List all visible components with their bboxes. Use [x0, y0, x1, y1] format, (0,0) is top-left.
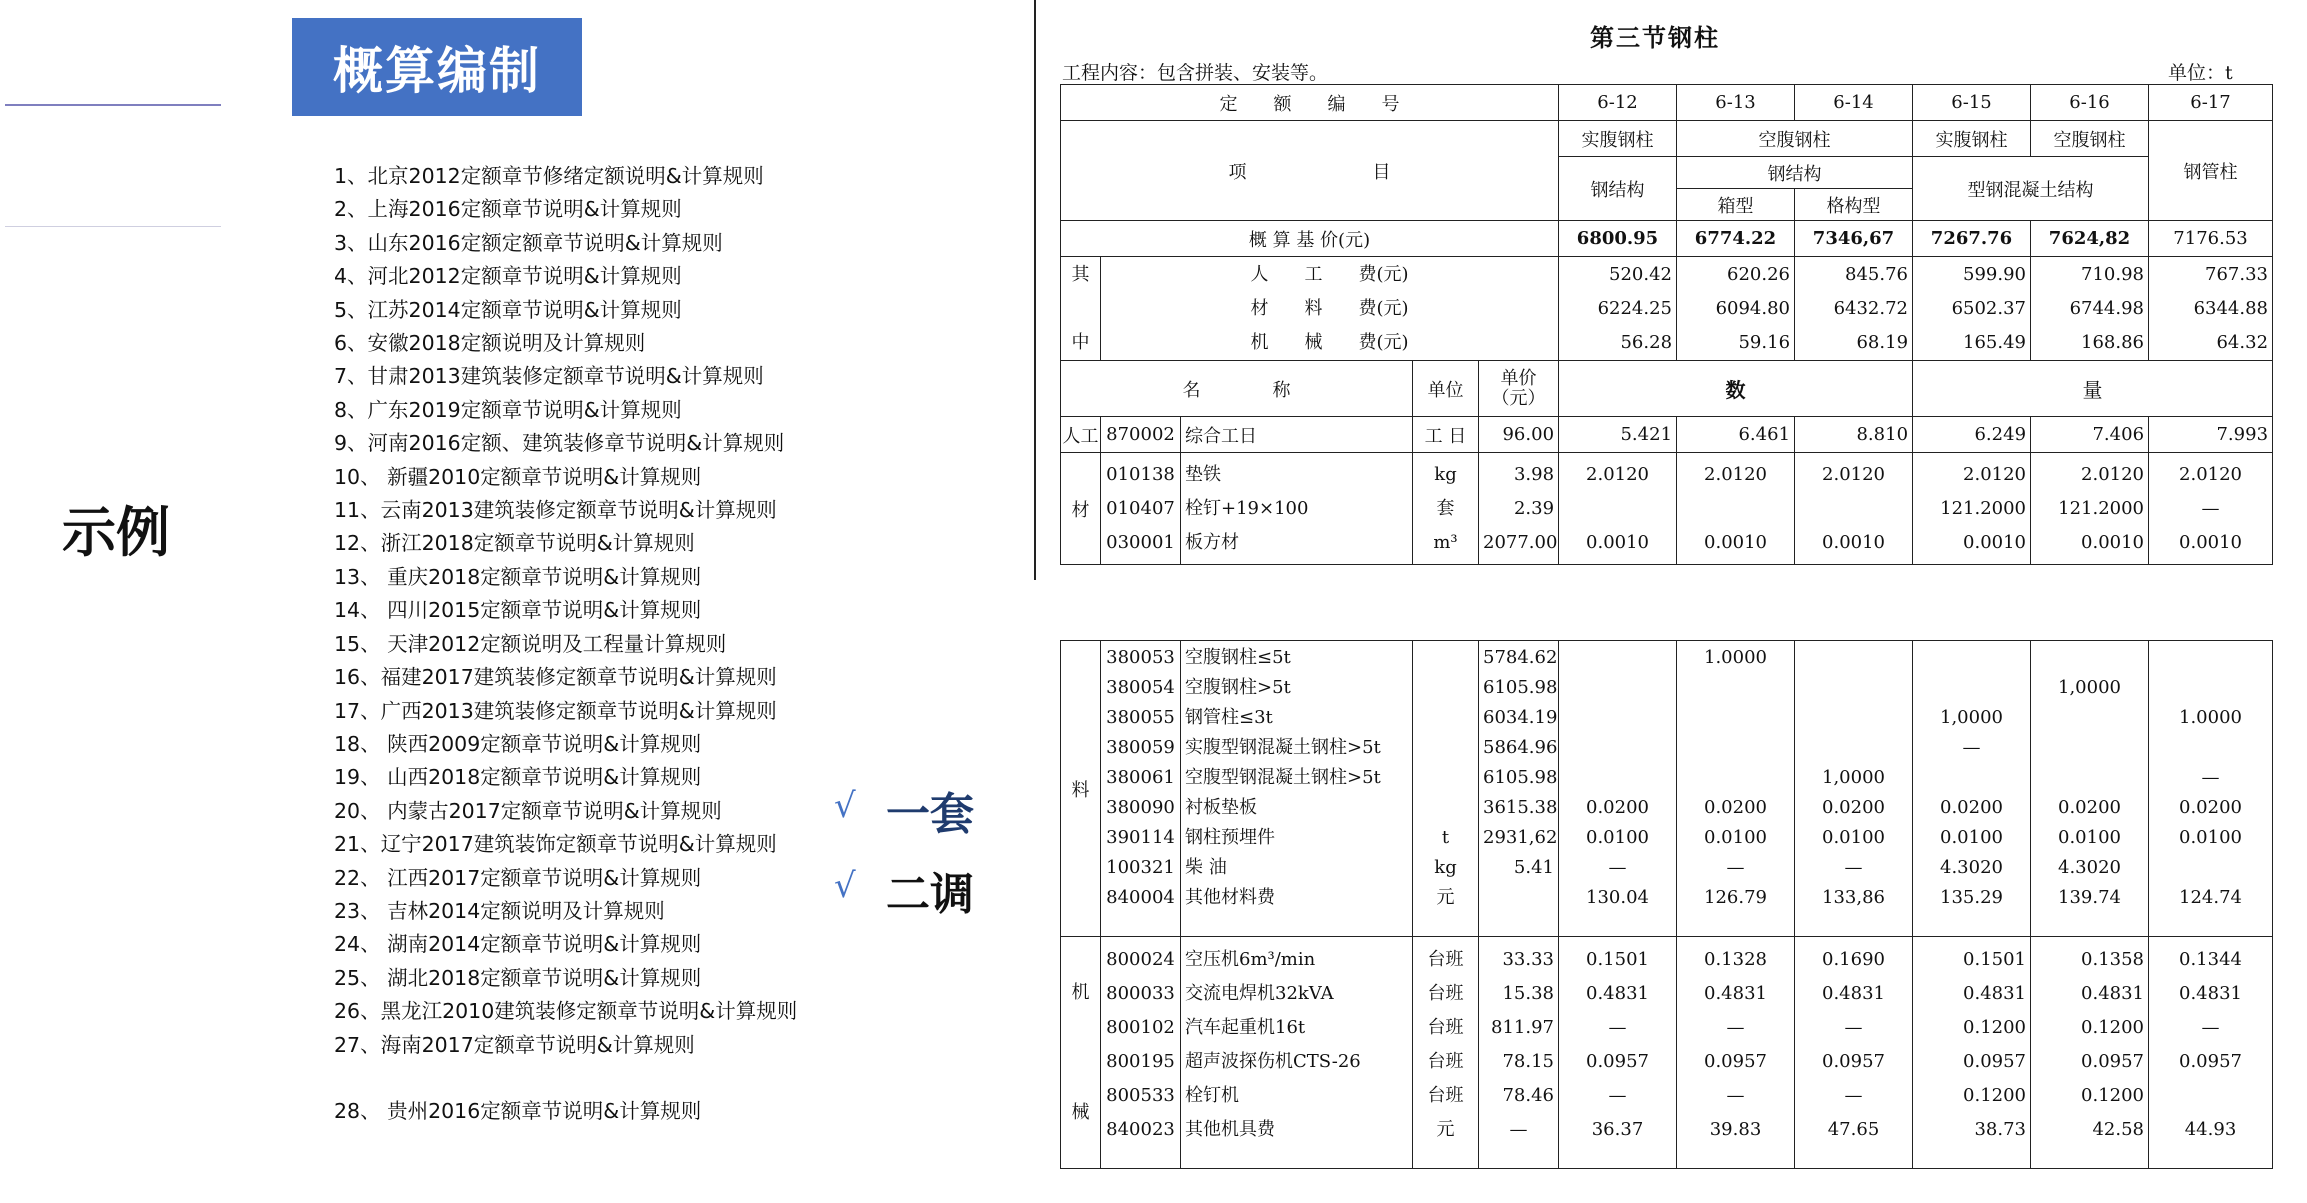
- list-item: 14、 四川2015定额章节说明&计算规则: [334, 598, 702, 623]
- value: 汽车起重机16t: [1185, 1017, 1306, 1038]
- value: 械: [1071, 1101, 1090, 1123]
- code-cell: 6-16: [2031, 85, 2149, 121]
- value: 0.0010: [1963, 531, 2027, 553]
- value: 168.86: [2081, 331, 2145, 353]
- material-cost-label: 材 料 费(元): [1250, 297, 1409, 319]
- type-sub-cell: 箱型: [1677, 189, 1795, 221]
- value: 0.1200: [2081, 1017, 2144, 1038]
- qty-header-2: 量: [1913, 361, 2273, 417]
- value: 6502.37: [1951, 297, 2027, 319]
- tag-two-adjust: 二调: [886, 869, 974, 920]
- value: 6432.72: [1833, 297, 1909, 319]
- qty-cell: [2031, 453, 2149, 565]
- value: 超声波探伤机CTS-26: [1185, 1051, 1361, 1072]
- value: 0.4831: [2081, 983, 2144, 1004]
- qty-cell: [1677, 937, 1795, 1169]
- value: 767.33: [2205, 263, 2269, 285]
- type-sub-cell: 型钢混凝土结构: [1913, 157, 2149, 221]
- value: 6224.25: [1597, 297, 1673, 319]
- value: 0.1358: [2081, 949, 2144, 970]
- value: —: [1726, 857, 1745, 878]
- machine-cost-label: 机 械 费(元): [1250, 331, 1409, 353]
- quota-table-top: [1060, 84, 2273, 565]
- list-item: 2、上海2016定额章节说明&计算规则: [334, 197, 682, 222]
- of-which-cell: [1061, 257, 1101, 361]
- price-cell: [1479, 641, 1559, 937]
- list-item: 10、 新疆2010定额章节说明&计算规则: [334, 464, 702, 489]
- qty-cell: 6.249: [1913, 417, 2031, 453]
- list-item: 7、甘肃2013建筑装修定额章节说明&计算规则: [334, 364, 764, 389]
- value: 36.37: [1591, 1119, 1644, 1140]
- type-cell: 空腹钢柱: [2031, 121, 2149, 157]
- value: 交流电焊机32kVA: [1185, 983, 1334, 1004]
- value: 800024: [1106, 949, 1175, 970]
- code-cell: [1101, 937, 1181, 1169]
- value: m³: [1433, 531, 1458, 553]
- section-title: 第三节钢柱: [1590, 24, 1720, 52]
- value: 620.26: [1727, 263, 1791, 285]
- value: 44.93: [2184, 1119, 2237, 1140]
- value: 800102: [1106, 1017, 1175, 1038]
- qty-cell: [1795, 641, 1913, 937]
- value: 0.0010: [1704, 531, 1767, 553]
- unit-label: 单位：t: [2168, 62, 2233, 84]
- qty-cell: [1559, 453, 1677, 565]
- value: 0.0957: [1704, 1051, 1767, 1072]
- value: 78.15: [1502, 1051, 1554, 1072]
- value: 380061: [1106, 767, 1175, 788]
- base-price-header: 概 算 基 价(元): [1061, 221, 1559, 257]
- value: 6094.80: [1715, 297, 1791, 319]
- qty-cell: 7.993: [2149, 417, 2273, 453]
- qty-cell: [1559, 937, 1677, 1169]
- base-price-cell: 7624,82: [2031, 221, 2149, 257]
- value: 台班: [1427, 1051, 1464, 1072]
- value: —: [1608, 857, 1627, 878]
- category-cell: 人工: [1061, 417, 1101, 453]
- value: 0.0100: [1822, 827, 1885, 848]
- value: 套: [1436, 497, 1455, 519]
- value: —: [1608, 1085, 1627, 1106]
- value: 520.42: [1609, 263, 1673, 285]
- list-item: 11、云南2013建筑装修定额章节说明&计算规则: [334, 498, 777, 523]
- value: 台班: [1427, 949, 1464, 970]
- value: 4.3020: [2058, 857, 2121, 878]
- value: 380090: [1106, 797, 1175, 818]
- value: 030001: [1106, 531, 1175, 553]
- value: 0.0100: [1586, 827, 1649, 848]
- value: 599.90: [1963, 263, 2027, 285]
- value: 56.28: [1620, 331, 1673, 353]
- qty-cell: 5.421: [1559, 417, 1677, 453]
- unit-cell: 工 日: [1413, 417, 1479, 453]
- value: 121.2000: [2058, 497, 2145, 519]
- divider-bottom: [5, 226, 221, 227]
- list-item: 8、广东2019定额章节说明&计算规则: [334, 397, 682, 422]
- type-cell: 钢管柱: [2149, 121, 2273, 221]
- value: 1,0000: [1940, 707, 2003, 728]
- of-which-label: 其: [1071, 263, 1090, 285]
- value: 1.0000: [1704, 647, 1767, 668]
- value: —: [1726, 1085, 1745, 1106]
- name-header: 名 称: [1061, 361, 1413, 417]
- qty-cell: [2149, 937, 2273, 1169]
- value: 33.33: [1502, 949, 1554, 970]
- value: 空腹钢柱>5t: [1185, 677, 1291, 698]
- value: 6744.98: [2069, 297, 2145, 319]
- value: 0.0200: [1822, 797, 1885, 818]
- value: 800533: [1106, 1085, 1175, 1106]
- value: 390114: [1106, 827, 1175, 848]
- value: 0.1200: [2081, 1085, 2144, 1106]
- qty-cell: [1795, 937, 1913, 1169]
- value: 165.49: [1963, 331, 2027, 353]
- value: 其他机具费: [1185, 1119, 1275, 1140]
- value: 42.58: [2092, 1119, 2144, 1140]
- value: 实腹型钢混凝土钢柱>5t: [1185, 737, 1381, 758]
- value: 0.0010: [2179, 531, 2242, 553]
- value: 0.4831: [1586, 983, 1649, 1004]
- value: 135.29: [1940, 887, 2003, 908]
- rules-list: [334, 160, 797, 1128]
- code-cell: 6-14: [1795, 85, 1913, 121]
- list-item: 4、河北2012定额章节说明&计算规则: [334, 264, 682, 289]
- value: 64.32: [2216, 331, 2269, 353]
- base-price-cell: 6800.95: [1559, 221, 1677, 257]
- value: —: [1726, 1017, 1745, 1038]
- value: 139.74: [2058, 887, 2121, 908]
- item-header: 项 目: [1061, 121, 1559, 221]
- unit-cell: [1413, 937, 1479, 1169]
- value: 机: [1071, 981, 1090, 1003]
- value: 6344.88: [2193, 297, 2269, 319]
- value: 845.76: [1845, 263, 1909, 285]
- qty-cell: 8.810: [1795, 417, 1913, 453]
- value: t: [1441, 827, 1450, 848]
- qty-cell: [1677, 641, 1795, 937]
- value: 0.0100: [2058, 827, 2121, 848]
- value: 2.0120: [2179, 463, 2242, 485]
- base-price-cell: 7176.53: [2149, 221, 2273, 257]
- value: 380054: [1106, 677, 1175, 698]
- value: 其他材料费: [1185, 887, 1275, 908]
- value: 0.0200: [2179, 797, 2242, 818]
- value: 0.0957: [1822, 1051, 1885, 1072]
- value: 0.1328: [1704, 949, 1767, 970]
- list-item: 18、 陕西2009定额章节说明&计算规则: [334, 731, 702, 756]
- list-item: 9、河南2016定额、建筑装修章节说明&计算规则: [334, 431, 785, 456]
- unit-cell: [1413, 453, 1479, 565]
- value: 2.0120: [1704, 463, 1767, 485]
- labor-cost-label: 人 工 费(元): [1250, 263, 1409, 285]
- value: kg: [1434, 857, 1457, 878]
- value: 380055: [1106, 707, 1175, 728]
- value: —: [1509, 1119, 1528, 1140]
- code-cell: [1101, 453, 1181, 565]
- value: 78.46: [1502, 1085, 1554, 1106]
- price-cell: [1479, 453, 1559, 565]
- value: 0.0010: [2081, 531, 2145, 553]
- list-item: 20、 内蒙古2017定额章节说明&计算规则: [334, 798, 722, 823]
- qty-cell: [1559, 641, 1677, 937]
- value: 6034.19: [1483, 707, 1558, 728]
- value: 台班: [1427, 983, 1464, 1004]
- value: 0.0957: [2179, 1051, 2242, 1072]
- value: 15.38: [1502, 983, 1554, 1004]
- value: 130.04: [1586, 887, 1649, 908]
- value: kg: [1434, 463, 1457, 485]
- price-cell: 96.00: [1479, 417, 1559, 453]
- name-cell: [1181, 937, 1413, 1169]
- value: 3.98: [1513, 463, 1555, 485]
- value: 133,86: [1822, 887, 1885, 908]
- type-sub-cell: 钢结构: [1677, 157, 1913, 189]
- value: 空腹钢柱≤5t: [1185, 647, 1291, 668]
- value: 121.2000: [1940, 497, 2027, 519]
- unit-header: 单位: [1413, 361, 1479, 417]
- value: 栓钉机: [1185, 1085, 1239, 1106]
- name-cell: 综合工日: [1181, 417, 1413, 453]
- value: —: [1844, 1017, 1863, 1038]
- qty-cell: 7.406: [2031, 417, 2149, 453]
- value: —: [1844, 1085, 1863, 1106]
- code-cell: 6-17: [2149, 85, 2273, 121]
- base-price-cell: 7346,67: [1795, 221, 1913, 257]
- value: 衬板垫板: [1185, 797, 1257, 818]
- list-item: 17、广西2013建筑装修定额章节说明&计算规则: [334, 698, 777, 723]
- value: 811.97: [1491, 1017, 1554, 1038]
- quota-table-bottom: [1060, 640, 2273, 1169]
- list-item: 23、 吉林2014定额说明及计算规则: [334, 898, 665, 923]
- value: 0.1501: [1963, 949, 2026, 970]
- qty-cell: [2031, 641, 2149, 937]
- list-item: 28、 贵州2016定额章节说明&计算规则: [334, 1098, 702, 1123]
- value: 元: [1436, 1119, 1455, 1140]
- value: 3615.38: [1483, 797, 1558, 818]
- value: 0.0200: [1586, 797, 1649, 818]
- qty-cell: [1913, 453, 2031, 565]
- value: 6105.98: [1483, 677, 1558, 698]
- value: 垫铁: [1185, 463, 1221, 485]
- qty-cell: [2031, 937, 2149, 1169]
- name-cell: [1181, 453, 1413, 565]
- code-cell: 6-15: [1913, 85, 2031, 121]
- value: 5784.62: [1483, 647, 1558, 668]
- value: 台班: [1427, 1017, 1464, 1038]
- value: —: [2201, 497, 2220, 519]
- type-cell: 实腹钢柱: [1913, 121, 2031, 157]
- value: 1,0000: [2058, 677, 2121, 698]
- check-icon: √: [834, 786, 856, 826]
- value: 1.0000: [2179, 707, 2242, 728]
- value: 0.1501: [1586, 949, 1649, 970]
- value: 0.4831: [1822, 983, 1885, 1004]
- value: 0.0200: [1704, 797, 1767, 818]
- value: 124.74: [2179, 887, 2242, 908]
- value: 800195: [1106, 1051, 1175, 1072]
- qty-cell: [2149, 453, 2273, 565]
- base-price-cell: 6774.22: [1677, 221, 1795, 257]
- value: 5.41: [1513, 857, 1554, 878]
- list-item: 26、黑龙江2010建筑装修定额章节说明&计算规则: [334, 999, 798, 1024]
- value: 2.0120: [2081, 463, 2145, 485]
- value: 840023: [1106, 1119, 1175, 1140]
- value: 38.73: [1974, 1119, 2026, 1140]
- cost-labels-cell: [1101, 257, 1559, 361]
- value: 0.0100: [2179, 827, 2242, 848]
- value: 6105.98: [1483, 767, 1558, 788]
- value: 800033: [1106, 983, 1175, 1004]
- cost-cell: [2031, 257, 2149, 361]
- list-item: 3、山东2016定额定额章节说明&计算规则: [334, 230, 723, 255]
- value: 0.4831: [1704, 983, 1767, 1004]
- list-item: 19、 山西2018定额章节说明&计算规则: [334, 765, 702, 790]
- value: 0.1690: [1822, 949, 1885, 970]
- list-item: 22、 江西2017定额章节说明&计算规则: [334, 865, 702, 890]
- code-cell: 6-12: [1559, 85, 1677, 121]
- code-cell: [1101, 641, 1181, 937]
- list-item: 27、海南2017定额章节说明&计算规则: [334, 1032, 695, 1057]
- code-cell: 870002: [1101, 417, 1181, 453]
- value: 380053: [1106, 647, 1175, 668]
- value: 0.0200: [1940, 797, 2003, 818]
- value: 0.0957: [1586, 1051, 1649, 1072]
- value: 4.3020: [1940, 857, 2003, 878]
- value: 台班: [1427, 1085, 1464, 1106]
- value: 2931,62: [1483, 827, 1558, 848]
- unit-price-header: 单价（元）: [1479, 361, 1559, 417]
- category-cell: 材: [1061, 453, 1101, 565]
- type-sub-cell: 钢结构: [1559, 157, 1677, 221]
- value: 0.0200: [2058, 797, 2121, 818]
- cost-cell: [2149, 257, 2273, 361]
- qty-cell: [1913, 641, 2031, 937]
- value: 59.16: [1738, 331, 1791, 353]
- value: 47.65: [1827, 1119, 1880, 1140]
- value: 空压机6m³/min: [1185, 949, 1316, 970]
- list-item: 15、 天津2012定额说明及工程量计算规则: [334, 631, 727, 656]
- value: 710.98: [2081, 263, 2145, 285]
- value: 380059: [1106, 737, 1175, 758]
- list-item: 21、辽宁2017建筑装饰定额章节说明&计算规则: [334, 832, 777, 857]
- value: [2153, 1079, 2268, 1113]
- value: 0.0100: [1940, 827, 2003, 848]
- value: 0.0100: [1704, 827, 1767, 848]
- value: 5864.96: [1483, 737, 1558, 758]
- value: 0.1200: [1963, 1085, 2026, 1106]
- value: 68.19: [1856, 331, 1909, 353]
- quota-no-header: 定 额 编 号: [1061, 85, 1559, 121]
- value: 2.0120: [1963, 463, 2027, 485]
- value: 0.0010: [1586, 531, 1649, 553]
- qty-header: 数: [1559, 361, 1913, 417]
- list-item: 13、 重庆2018定额章节说明&计算规则: [334, 564, 702, 589]
- value: 板方材: [1185, 531, 1239, 553]
- value: 柴 油: [1185, 857, 1227, 878]
- qty-cell: [1677, 453, 1795, 565]
- cost-cell: [1677, 257, 1795, 361]
- value: —: [2201, 1017, 2220, 1038]
- category-cell: 料: [1061, 641, 1101, 937]
- list-item: 25、 湖北2018定额章节说明&计算规则: [334, 965, 702, 990]
- cost-cell: [1795, 257, 1913, 361]
- type-cell: 实腹钢柱: [1559, 121, 1677, 157]
- value: 钢管柱≤3t: [1185, 707, 1273, 728]
- cost-cell: [1559, 257, 1677, 361]
- value: 39.83: [1709, 1119, 1762, 1140]
- check-icon: √: [834, 866, 856, 906]
- page-title: 概算编制: [292, 18, 582, 116]
- divider-top: [5, 104, 221, 106]
- value: —: [1844, 857, 1863, 878]
- list-item: 24、 湖南2014定额章节说明&计算规则: [334, 932, 702, 957]
- value: —: [2201, 767, 2220, 788]
- cost-cell: [1913, 257, 2031, 361]
- list-item: 1、北京2012定额章节修绪定额说明&计算规则: [334, 164, 764, 188]
- value: 126.79: [1704, 887, 1767, 908]
- value: 100321: [1106, 857, 1175, 878]
- value: —: [1608, 1017, 1627, 1038]
- value: 840004: [1106, 887, 1175, 908]
- value: 0.4831: [1963, 983, 2026, 1004]
- value: 010407: [1106, 497, 1175, 519]
- of-which-label: 中: [1071, 331, 1090, 353]
- value: 2.39: [1513, 497, 1555, 519]
- qty-cell: [1795, 453, 1913, 565]
- qty-cell: [1913, 937, 2031, 1169]
- value: 0.0010: [1822, 531, 1885, 553]
- value: 0.0957: [2081, 1051, 2144, 1072]
- category-cell: [1061, 937, 1101, 1169]
- page-edge-line: [1034, 0, 1036, 580]
- list-item: 16、福建2017建筑装修定额章节说明&计算规则: [334, 665, 777, 690]
- value: 0.1200: [1963, 1017, 2026, 1038]
- list-item: 12、浙江2018定额章节说明&计算规则: [334, 531, 695, 556]
- work-content: 工程内容：包含拼装、安装等。: [1062, 62, 1329, 84]
- value: 钢柱预埋件: [1185, 827, 1275, 848]
- tag-one-set: 一套: [886, 789, 974, 840]
- list-item: 6、安徽2018定额说明及计算规则: [334, 331, 646, 356]
- code-cell: 6-13: [1677, 85, 1795, 121]
- value: 元: [1436, 887, 1455, 908]
- value: 1,0000: [1822, 767, 1885, 788]
- value: 2.0120: [1586, 463, 1649, 485]
- value: 010138: [1106, 463, 1175, 485]
- value: 空腹型钢混凝土钢柱>5t: [1185, 767, 1381, 788]
- qty-cell: 6.461: [1677, 417, 1795, 453]
- unit-cell: [1413, 641, 1479, 937]
- value: 0.0957: [1963, 1051, 2026, 1072]
- qty-cell: [2149, 641, 2273, 937]
- base-price-cell: 7267.76: [1913, 221, 2031, 257]
- value: 0.4831: [2179, 983, 2242, 1004]
- list-item: 5、江苏2014定额章节说明&计算规则: [334, 297, 682, 322]
- value: 2077.00: [1483, 531, 1558, 553]
- name-cell: [1181, 641, 1413, 937]
- type-sub-cell: 格构型: [1795, 189, 1913, 221]
- value: —: [1962, 737, 1981, 758]
- value: 0.1344: [2179, 949, 2242, 970]
- price-cell: [1479, 937, 1559, 1169]
- type-cell: 空腹钢柱: [1677, 121, 1913, 157]
- example-label: 示例: [62, 501, 170, 564]
- value: 2.0120: [1822, 463, 1885, 485]
- value: 栓钉+19×100: [1185, 497, 1309, 519]
